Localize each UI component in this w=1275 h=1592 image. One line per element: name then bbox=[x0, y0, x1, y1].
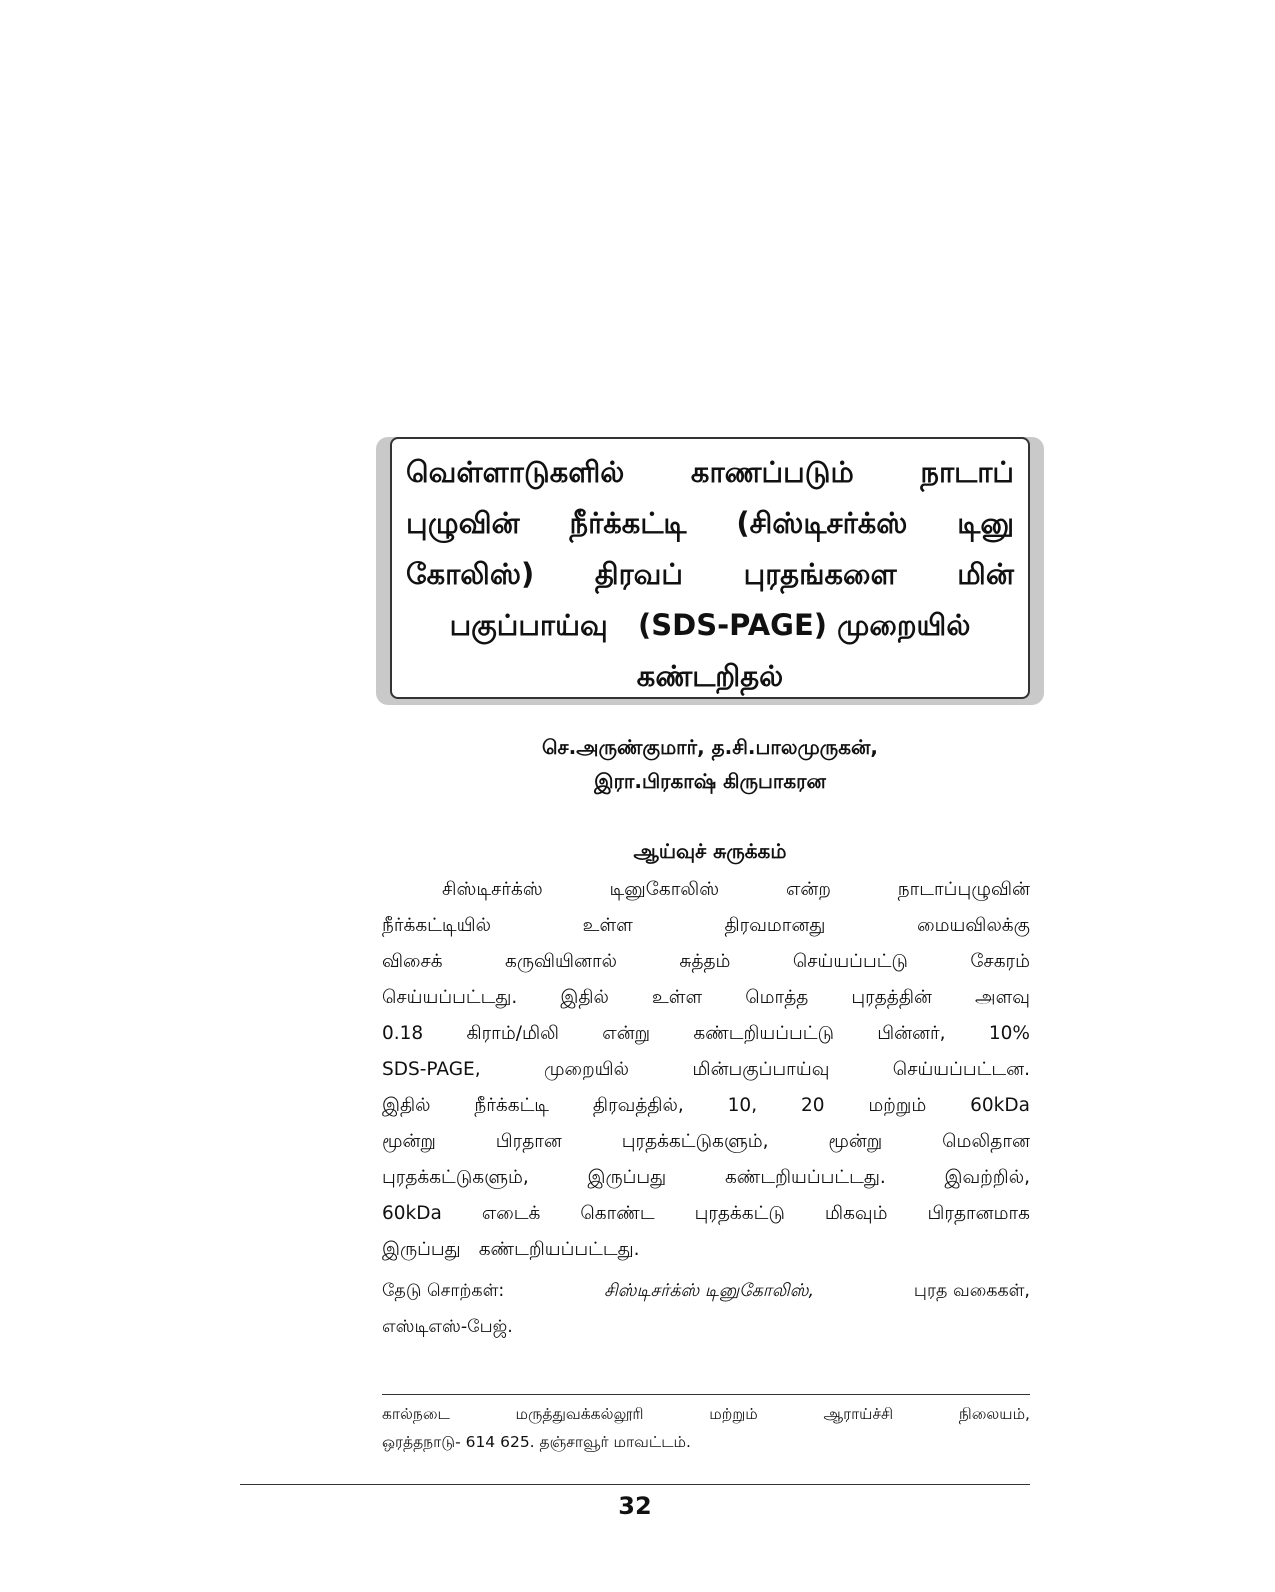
abstract-line bbox=[382, 908, 1030, 944]
abstract-word: கருவியினால் bbox=[505, 951, 617, 972]
abstract-word: SDS-PAGE, bbox=[382, 1059, 481, 1080]
title-word: கண்டறிதல் bbox=[636, 659, 784, 693]
abstract-word: கண்டறியப்பட்டது. bbox=[724, 1167, 886, 1188]
title-word: நீர்க்கட்டி bbox=[569, 506, 687, 540]
abstract-word: புரதத்தின் bbox=[851, 987, 932, 1008]
keywords bbox=[382, 1273, 1030, 1345]
abstract-word: மிகவும் bbox=[824, 1203, 888, 1224]
abstract-word: என்று bbox=[602, 1023, 651, 1044]
abstract-word: சேகரம் bbox=[970, 951, 1030, 972]
keyword: புரத வகைகள், bbox=[913, 1281, 1030, 1301]
title-word: கோலிஸ்) bbox=[406, 557, 535, 591]
abstract-word: கிராம்/மிலி bbox=[466, 1023, 560, 1044]
footnote-line-2 bbox=[382, 1428, 1030, 1456]
abstract-word: புரதக்கட்டு bbox=[694, 1203, 785, 1224]
abstract-word: உள்ள bbox=[582, 915, 633, 936]
abstract-heading: ஆய்வுச் சுருக்கம் bbox=[633, 839, 787, 863]
title-word: நாடாப் bbox=[920, 455, 1014, 489]
title-word: டினு bbox=[957, 506, 1014, 540]
abstract-line bbox=[382, 1160, 1030, 1196]
abstract-word: மற்றும் bbox=[868, 1095, 927, 1116]
abstract-line bbox=[382, 1196, 1030, 1232]
footnote-word: ஆராய்ச்சி bbox=[823, 1405, 894, 1423]
title-word: (SDS-PAGE) bbox=[638, 608, 828, 642]
title-word: திரவப் bbox=[594, 557, 683, 591]
title-word: வெள்ளாடுகளில் bbox=[406, 455, 625, 489]
abstract-word: புரதக்கட்டுகளும், bbox=[621, 1131, 769, 1152]
abstract-body bbox=[382, 872, 1030, 1268]
abstract-word: 60kDa bbox=[382, 1203, 442, 1224]
abstract-word: நாடாப்புழுவின் bbox=[897, 879, 1030, 900]
footnote-address: ஒரத்தநாடு- 614 625. தஞ்சாவூர் மாவட்டம். bbox=[382, 1433, 691, 1451]
abstract-word: செய்யப்பட்டன. bbox=[892, 1059, 1030, 1080]
keyword-italic: சிஸ்டிசர்க்ஸ் டினுகோலிஸ், bbox=[604, 1281, 815, 1301]
footnote-word: நிலையம், bbox=[958, 1405, 1030, 1423]
abstract-word: நீர்க்கட்டியில் bbox=[382, 915, 491, 936]
abstract-line bbox=[382, 1052, 1030, 1088]
abstract-word: இதில் bbox=[560, 987, 609, 1008]
abstract-word: என்ற bbox=[785, 879, 831, 900]
abstract-word: திரவத்தில், bbox=[592, 1095, 684, 1116]
abstract-word: இருப்பது bbox=[587, 1167, 667, 1188]
abstract-word: மின்பகுப்பாய்வு bbox=[692, 1059, 830, 1080]
abstract-word: செய்யப்பட்டது. bbox=[382, 987, 518, 1008]
keywords-line-1 bbox=[382, 1273, 1030, 1309]
abstract-line bbox=[382, 1124, 1030, 1160]
abstract-word: பிரதானமாக bbox=[927, 1203, 1030, 1224]
abstract-word: உள்ள bbox=[651, 987, 703, 1008]
title-word: முறையில் bbox=[837, 608, 971, 642]
title-word: மின் bbox=[957, 557, 1014, 591]
abstract-word: இதில் bbox=[382, 1095, 431, 1116]
title-line-2 bbox=[406, 498, 1014, 549]
abstract-line bbox=[382, 1016, 1030, 1052]
title-word: காணப்படும் bbox=[690, 455, 854, 489]
footnote-line-1 bbox=[382, 1400, 1030, 1428]
abstract-word: பிரதான bbox=[495, 1131, 562, 1152]
abstract-word: கொண்ட bbox=[580, 1203, 655, 1224]
abstract-word: கண்டறியப்பட்டது. bbox=[478, 1239, 640, 1260]
abstract-line bbox=[382, 1088, 1030, 1124]
title-box bbox=[390, 437, 1030, 699]
abstract-line bbox=[382, 944, 1030, 980]
abstract-word: நீர்க்கட்டி bbox=[474, 1095, 550, 1116]
abstract-word: 20 bbox=[800, 1095, 825, 1116]
authors-line-2: இரா.பிரகாஷ் கிருபாகரன bbox=[594, 769, 826, 793]
title-word: (சிஸ்டிசர்க்ஸ் bbox=[736, 506, 908, 540]
keywords-line-2 bbox=[382, 1309, 1030, 1345]
abstract-word: மூன்று bbox=[382, 1131, 436, 1152]
page-footer-divider bbox=[240, 1484, 1030, 1485]
abstract-word: 0.18 bbox=[382, 1023, 424, 1044]
abstract-word: முறையில் bbox=[544, 1059, 629, 1080]
footnote-word: மற்றும் bbox=[709, 1405, 758, 1423]
abstract-word: புரதக்கட்டுகளும், bbox=[382, 1167, 529, 1188]
keywords-label: தேடு சொற்கள்: bbox=[382, 1281, 505, 1301]
abstract-word: மூன்று bbox=[828, 1131, 883, 1152]
abstract-line bbox=[382, 872, 1030, 908]
abstract-word: 60kDa bbox=[970, 1095, 1030, 1116]
title-word: புரதங்களை bbox=[743, 557, 897, 591]
authors bbox=[390, 730, 1030, 798]
title-line-1 bbox=[406, 447, 1014, 498]
abstract-word: அளவு bbox=[975, 987, 1030, 1008]
title-line-5 bbox=[406, 651, 1014, 702]
abstract-word: 10% bbox=[988, 1023, 1030, 1044]
abstract-line bbox=[382, 1232, 1030, 1268]
title-word: பகுப்பாய்வு bbox=[449, 608, 608, 642]
abstract-word: விசைக் bbox=[382, 951, 443, 972]
abstract-word: மையவிலக்கு bbox=[917, 915, 1030, 936]
abstract-word: இருப்பது bbox=[382, 1239, 461, 1260]
abstract-word: மெலிதான bbox=[942, 1131, 1030, 1152]
abstract-word: திரவமானது bbox=[724, 915, 826, 936]
footnote-word: கால்நடை bbox=[382, 1405, 450, 1423]
title-line-3 bbox=[406, 549, 1014, 600]
abstract-word: டினுகோலிஸ் bbox=[609, 879, 720, 900]
footnote-divider bbox=[382, 1394, 1030, 1395]
abstract-word: செய்யப்பட்டு bbox=[792, 951, 908, 972]
abstract-line bbox=[382, 980, 1030, 1016]
abstract-word: சிஸ்டிசர்க்ஸ் bbox=[442, 879, 543, 900]
page-number: 32 bbox=[618, 1492, 652, 1520]
title-word: புழுவின் bbox=[406, 506, 520, 540]
abstract-word: மொத்த bbox=[745, 987, 809, 1008]
title-line-4 bbox=[406, 600, 1014, 651]
keyword: எஸ்டிஎஸ்-பேஜ். bbox=[382, 1317, 513, 1337]
footnote bbox=[382, 1400, 1030, 1456]
abstract-word: பின்னர், bbox=[877, 1023, 946, 1044]
abstract-word: எடைக் bbox=[481, 1203, 541, 1224]
abstract-word: சுத்தம் bbox=[679, 951, 731, 972]
abstract-word: 10, bbox=[727, 1095, 758, 1116]
authors-line-1: செ.அருண்குமார், த.சி.பாலமுருகன், bbox=[541, 735, 878, 759]
abstract-word: இவற்றில், bbox=[944, 1167, 1030, 1188]
footnote-word: மருத்துவக்கல்லூரி bbox=[515, 1405, 644, 1423]
abstract-word: கண்டறியப்பட்டு bbox=[693, 1023, 835, 1044]
